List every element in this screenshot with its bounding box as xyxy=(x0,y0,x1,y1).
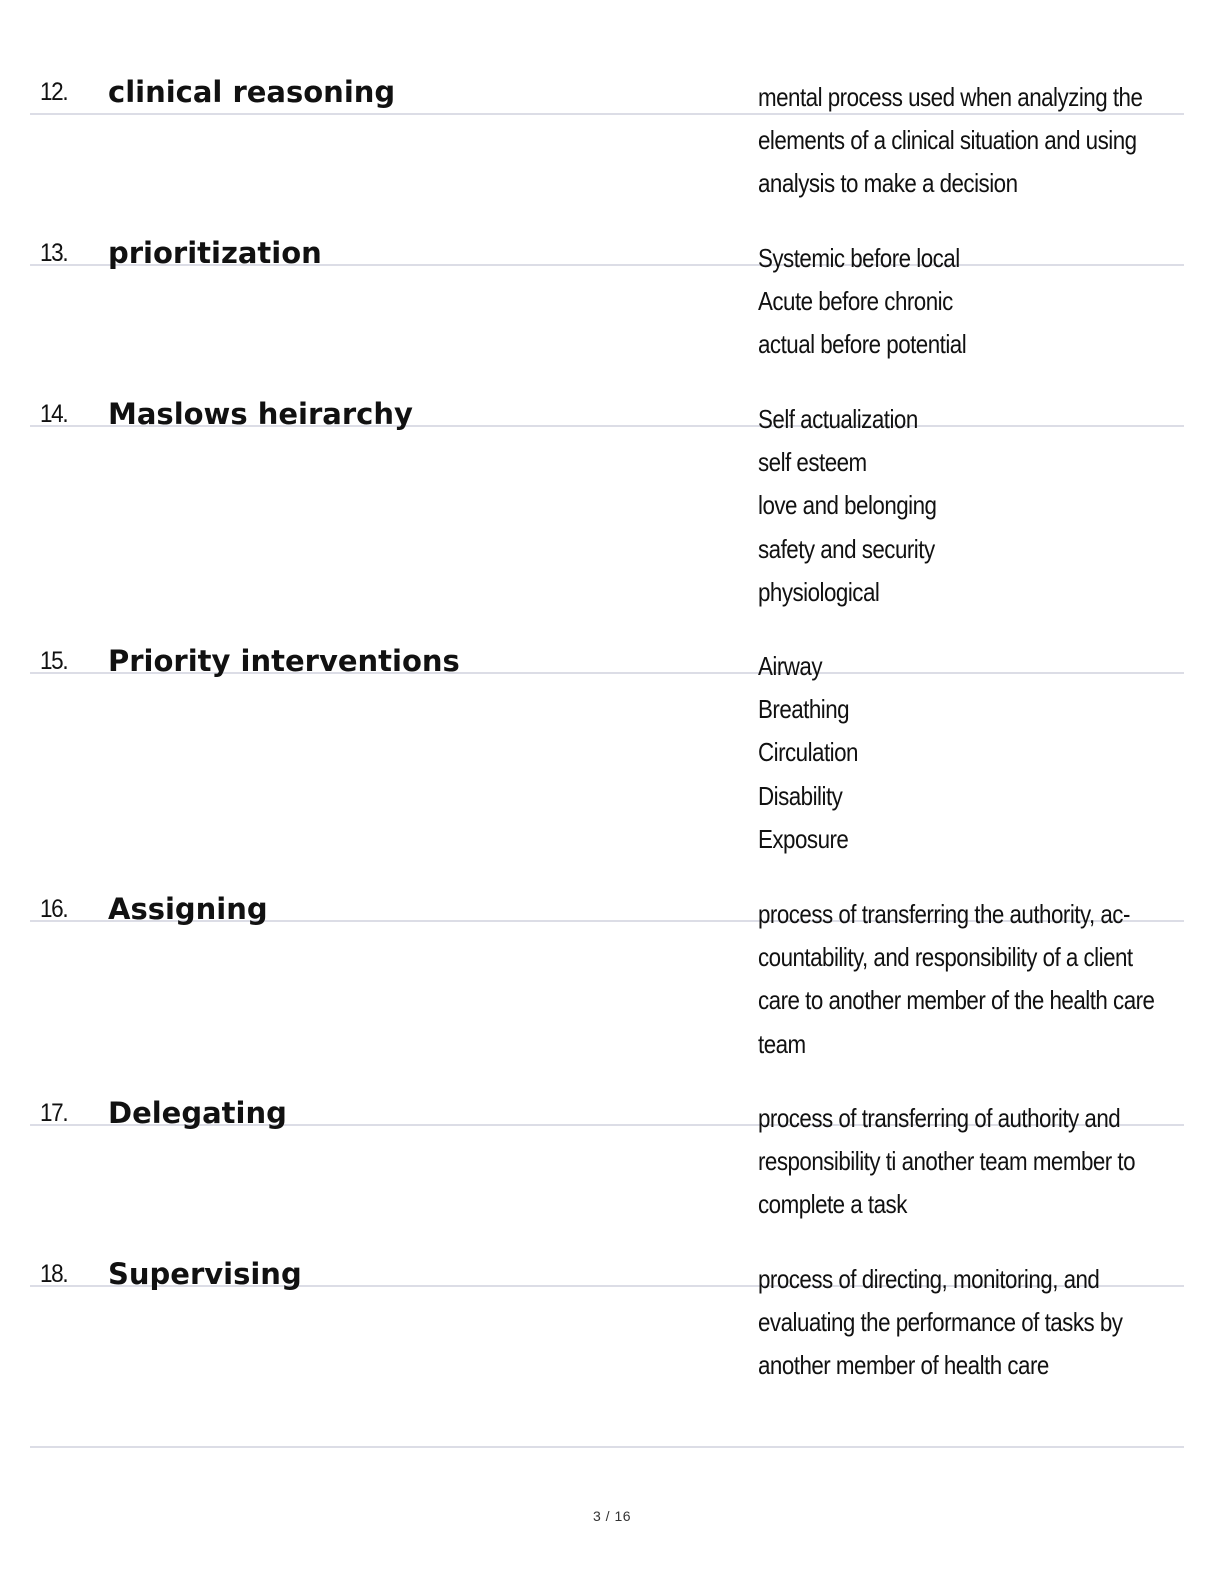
definition-line: safety and security xyxy=(758,533,935,564)
entry-definition xyxy=(758,893,1198,1066)
definition-line: process of transferring the authority, ac- xyxy=(758,899,1130,929)
entry-number: 15. xyxy=(40,647,68,675)
definition-line: physiological xyxy=(758,576,880,607)
entry-number: 16. xyxy=(40,895,68,923)
definition-line: process of directing, monitoring, and xyxy=(758,1264,1100,1294)
definition-line: complete a task xyxy=(758,1189,907,1220)
entry-term: Supervising xyxy=(108,1257,302,1291)
definition-line: process of transferring of authority and xyxy=(758,1103,1121,1133)
entry-definition xyxy=(758,1097,1198,1227)
entry-term: Delegating xyxy=(108,1096,287,1130)
definition-line: actual before potential xyxy=(758,329,967,360)
definition-line: Exposure xyxy=(758,823,849,854)
definition-line: Airway xyxy=(758,651,823,681)
entry-definition xyxy=(758,237,1198,367)
entry-number: 13. xyxy=(40,239,68,267)
definition-line: care to another member of the health care xyxy=(758,985,1155,1016)
definition-line: Systemic before local xyxy=(758,243,960,273)
definition-line: analysis to make a decision xyxy=(758,168,1018,199)
entry-term: Maslows heirarchy xyxy=(108,397,413,431)
entry-term: prioritization xyxy=(108,236,322,270)
entry-number: 14. xyxy=(40,400,68,428)
entry-term: clinical reasoning xyxy=(108,75,396,109)
definition-line: team xyxy=(758,1028,806,1059)
definition-line: Acute before chronic xyxy=(758,286,953,317)
definition-line: evaluating the performance of tasks by xyxy=(758,1307,1123,1338)
entry-number: 18. xyxy=(40,1260,68,1288)
definition-line: responsibility ti another team member to xyxy=(758,1146,1136,1177)
definition-line: Breathing xyxy=(758,694,850,725)
entry-term: Assigning xyxy=(108,892,268,926)
page-bottom-divider xyxy=(30,1446,1184,1448)
definition-line: elements of a clinical situation and using xyxy=(758,125,1137,156)
definition-line: Circulation xyxy=(758,737,858,768)
definition-line: self esteem xyxy=(758,447,867,478)
entry-definition xyxy=(758,1258,1198,1388)
definition-line: love and belonging xyxy=(758,490,937,521)
entry-definition xyxy=(758,76,1198,206)
definition-line: Disability xyxy=(758,780,843,811)
page-indicator: 3 / 16 xyxy=(592,1508,632,1524)
definition-line: countability, and responsibility of a client xyxy=(758,942,1133,973)
entry-definition xyxy=(758,645,1198,861)
entry-number: 17. xyxy=(40,1099,68,1127)
definition-line: another member of health care xyxy=(758,1350,1049,1381)
definition-line: mental process used when analyzing the xyxy=(758,82,1143,112)
entry-number: 12. xyxy=(40,78,68,106)
definition-line: Self actualization xyxy=(758,404,918,434)
entry-term: Priority interventions xyxy=(108,644,460,678)
entry-definition xyxy=(758,398,1198,614)
